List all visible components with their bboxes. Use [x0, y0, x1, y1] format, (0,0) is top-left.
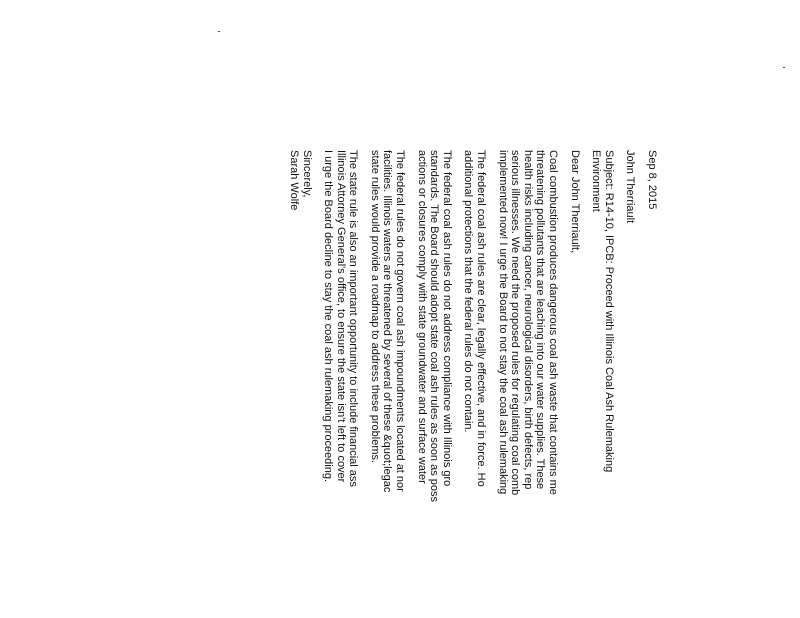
paragraph-line: The federal rules do not govern coal ash impoundments located at nor: [394, 150, 407, 492]
letter-closing: Sincerely,: [300, 150, 313, 198]
paragraph-line: I urge the Board decline to stay the coal ash rulemaking proceeding.: [322, 150, 335, 483]
paragraph-line: health risks including cancer, neurological disorders, birth defects, rep: [521, 150, 534, 490]
paragraph-line: standards. The Board should adopt state coal ash rules as soon as poss: [428, 150, 441, 503]
paragraph-line: threatening pollutants that are leaching into our water supplies. These: [534, 150, 547, 490]
paragraph-line: The federal coal ash rules are clear, legally effective, and in force. Ho: [475, 150, 488, 487]
letter-paragraph: [496, 150, 559, 618]
paragraph-line: serious illnesses. We need the proposed rules for regulating coal comb: [509, 150, 522, 496]
letter-recipient: John Therriault: [624, 150, 637, 224]
letter-paragraph: [334, 150, 359, 618]
letter-paragraph: [322, 150, 335, 618]
subject-line: Subject: R14-10, IPCB: Proceed with Illinois Coal Ash Rulemaking: [602, 150, 615, 473]
scan-speck: [218, 31, 220, 32]
paragraph-line: The federal coal ash rules do not address compliance with Illinois gro: [440, 150, 453, 487]
letter-paragraph: [368, 150, 406, 618]
paragraph-line: additional protections that the federal rules do not contain.: [462, 150, 475, 433]
letter-subject: [590, 150, 615, 618]
letter-paragraph: [415, 150, 453, 618]
paragraph-line: actions or closures comply with state groundwater and surface water: [415, 150, 428, 484]
paragraph-line: Illinois Attorney General's office, to ensure the state isn't left to cover: [334, 150, 347, 483]
paragraph-line: The state rule is also an important opportunity to include financial ass: [347, 150, 360, 487]
letter-date: Sep 8, 2015: [646, 150, 658, 210]
paragraph-line: state rules would provide a roadmap to address these problems.: [368, 150, 381, 464]
paragraph-line: implemented now! I urge the Board to not stay the coal ash rulemaking: [496, 150, 509, 495]
letter-paragraph: [462, 150, 487, 618]
paragraph-line: Coal combustion produces dangerous coal ash waste that contains me: [547, 150, 560, 495]
subject-line: Environment: [590, 150, 603, 212]
scan-speck: [783, 67, 785, 68]
rotated-letter: [238, 150, 658, 618]
letter-salutation: Dear John Therriault,: [568, 150, 581, 254]
paragraph-line: facilities. Illinois waters are threatened by several of these &quot;legac: [381, 150, 394, 493]
letter-signature: Sarah Wolfe: [287, 150, 300, 211]
